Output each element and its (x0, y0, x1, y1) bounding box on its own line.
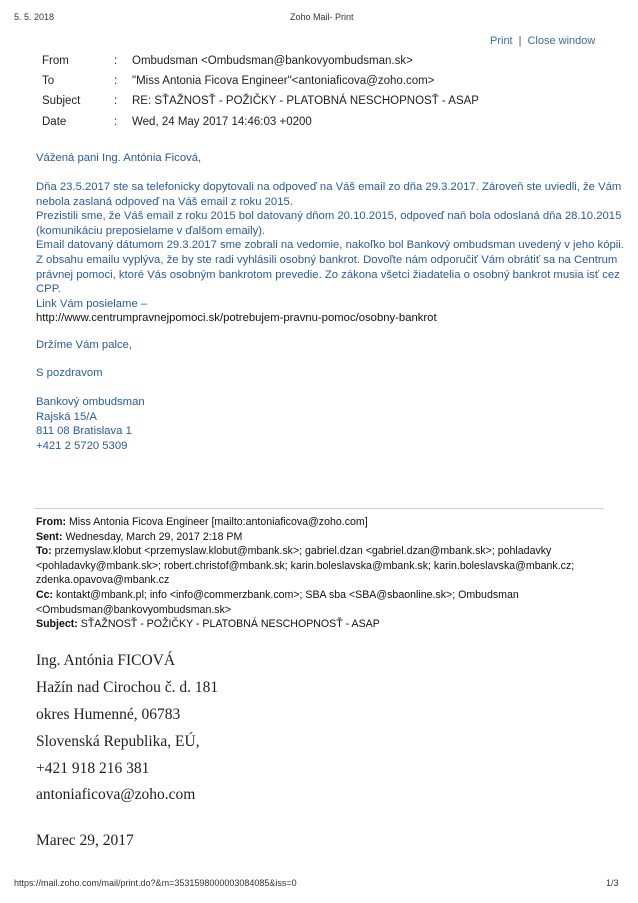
letter-line: okres Humenné, 06783 (36, 706, 181, 723)
header-colon: : (114, 55, 118, 67)
fwd-subject-value: SŤAŽNOSŤ - POŽIČKY - PLATOBNÁ NESCHOPNOSŤ - ASAP (80, 618, 380, 631)
forwarded-header (36, 515, 574, 632)
header-colon: : (114, 116, 118, 128)
print-title: Zoho Mail- Print (290, 12, 354, 22)
reply-line: (komunikáciu preposielame v ďalšom emaily). (36, 224, 266, 237)
centrum-link[interactable]: http://www.centrumpravnejpomoci.sk/potrebujem-pravnu-pomoc/osobny-bankrot (36, 312, 437, 325)
header-key: To (42, 75, 55, 87)
reply-greeting: Vážená pani Ing. Antónia Ficová, (36, 152, 202, 164)
signature-line: Bankový ombudsman (36, 396, 145, 408)
letter-line: Marec 29, 2017 (36, 832, 134, 849)
header-colon: : (114, 75, 118, 87)
signature-line: Rajská 15/A (36, 410, 97, 423)
reply-line: Dňa 23.5.2017 ste sa telefonicky dopytovali na odpoveď na Váš email zo dňa 29.3.2017. Zároveň ste uviedli, že Vám (36, 181, 622, 193)
reply-body (36, 180, 624, 326)
letter-line: +421 918 216 381 (36, 760, 150, 777)
reply-wishes: Držíme Vám palce, (36, 339, 133, 351)
header-value: "Miss Antonia Ficova Engineer"<antoniaficova@zoho.com> (132, 75, 435, 87)
fwd-to-line: zdenka.opavova@mbank.cz (36, 574, 170, 587)
close-window-link[interactable]: Close window (527, 35, 596, 47)
print-link[interactable]: Print (490, 35, 513, 47)
fwd-cc-label: Cc: (36, 588, 54, 601)
reply-line: nebola zaslaná odpoveď na Váš email z roku 2015. (36, 195, 293, 208)
forward-divider (34, 508, 604, 509)
fwd-from-row (36, 515, 574, 530)
header-value: Ombudsman <Ombudsman@bankovyombudsman.sk> (132, 55, 413, 67)
reply-line: právnej pomoci, ktoré Vás osobným bankrotom prevedie. Zo zákona všetci žiadatelia o osobný bankrot musia isť cez (36, 268, 620, 281)
reply-line: Link Vám posielame – (36, 297, 148, 310)
signature-block (36, 395, 145, 453)
toolbar-separator: | (518, 35, 522, 47)
reply-line: Z obsahu emailu vyplýva, že by ste radi vyhlásili osobný bankrot. Dovoľte nám odporučiť Vám obrátiť sa na Centrum (36, 253, 618, 266)
letter-line: Ing. Antónia FICOVÁ (36, 652, 176, 669)
fwd-to-line: przemyslaw.klobut <przemyslaw.klobut@mbank.sk>; gabriel.dzan <gabriel.dzan@mbank.sk>; pohladavky (54, 545, 552, 558)
page-number: 1/3 (606, 878, 619, 888)
fwd-cc-row (36, 588, 574, 603)
fwd-to-row (36, 544, 574, 559)
reply-line: CPP. (36, 283, 61, 296)
fwd-subject-label: Subject: (36, 618, 78, 631)
fwd-cc-line: <Ombudsman@bankovyombudsman.sk> (36, 603, 232, 616)
fwd-sent-value: Wednesday, March 29, 2017 2:18 PM (65, 530, 243, 543)
signature-line: 811 08 Bratislava 1 (36, 425, 132, 438)
header-value: Wed, 24 May 2017 14:46:03 +0200 (132, 116, 312, 128)
reply-regards: S pozdravom (36, 367, 103, 379)
fwd-from-label: From: (36, 516, 67, 528)
letter-line: antoniaficova@zoho.com (36, 786, 196, 803)
toolbar (490, 35, 595, 47)
header-key: Date (42, 116, 67, 128)
header-key: Subject (42, 95, 81, 107)
fwd-to-line: <pohladavky@mbank.sk>; robert.christof@mbank.sk; karin.boleslavska@mbank.sk; karin.boleslavska@mbank.cz; (36, 559, 575, 572)
reply-line: Email datovaný dátumom 29.3.2017 sme zobrali na vedomie, nakoľko bol Bankový ombudsman uvedený v jeho kópii. (36, 239, 624, 252)
fwd-subject-row (36, 617, 574, 632)
letter-line: Slovenská Republika, EÚ, (36, 733, 200, 750)
signature-line: +421 2 5720 5309 (36, 439, 128, 452)
header-value: RE: SŤAŽNOSŤ - POŽIČKY - PLATOBNÁ NESCHOPNOSŤ - ASAP (132, 95, 479, 107)
header-colon: : (114, 95, 118, 107)
fwd-to-label: To: (36, 545, 52, 558)
fwd-sent-label: Sent: (36, 530, 63, 543)
fwd-sent-row (36, 530, 574, 545)
reply-line: Prezistili sme, že Váš email z roku 2015 bol datovaný dňom 20.10.2015, odpoveď naň bola odoslaná dňa 28.10.2015 (36, 210, 622, 223)
print-date: 5. 5. 2018 (14, 12, 55, 22)
letter-line: Hažín nad Cirochou č. d. 181 (36, 679, 219, 696)
fwd-cc-line: kontakt@mbank.pl; info <info@commerzbank.com>; SBA sba <SBA@sbaonline.sk>; Ombudsman (56, 588, 519, 601)
fwd-from-value: Miss Antonia Ficova Engineer [mailto:antoniaficova@zoho.com] (68, 516, 368, 528)
print-url: https://mail.zoho.com/mail/print.do?&m=3531598000003084085&iss=0 (14, 878, 297, 888)
header-key: From (42, 55, 69, 67)
